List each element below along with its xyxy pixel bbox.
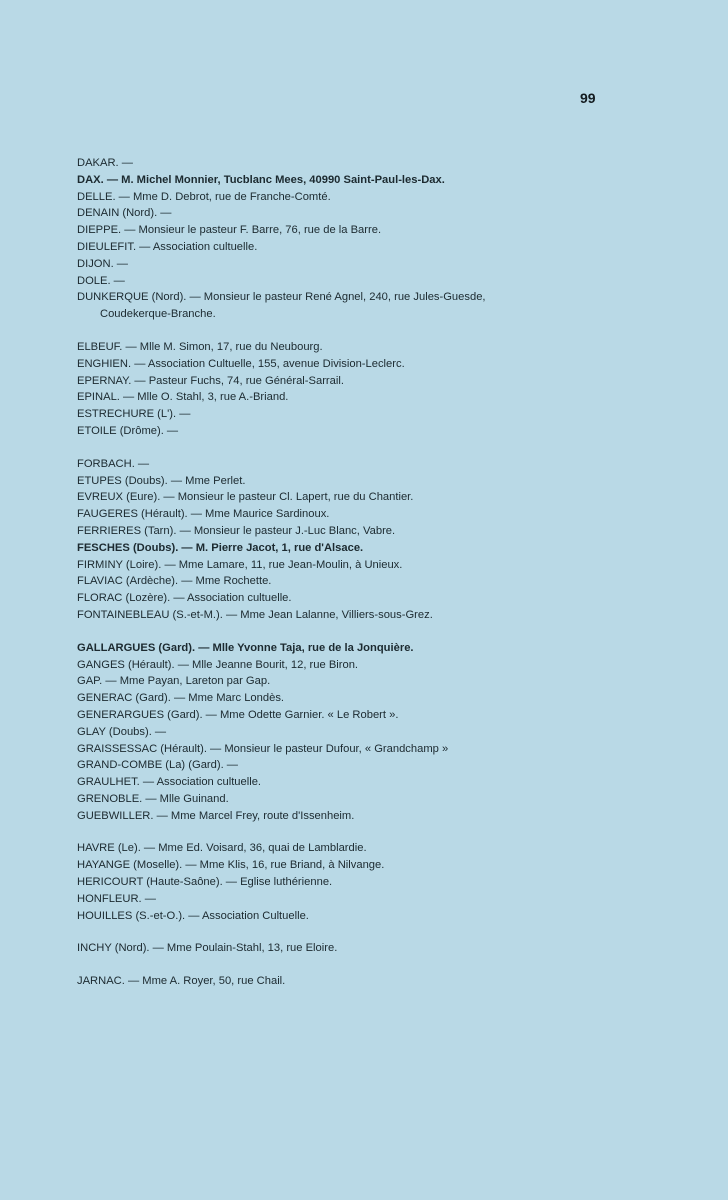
list-item: ELBEUF. — Mlle M. Simon, 17, rue du Neubourg. xyxy=(77,340,323,353)
list-item: DUNKERQUE (Nord). — Monsieur le pasteur René Agnel, 240, rue Jules-Guesde, xyxy=(77,291,486,304)
list-item: DAKAR. — xyxy=(77,157,133,169)
list-item: GRAISSESSAC (Hérault). — Monsieur le pasteur Dufour, « Grandchamp » xyxy=(77,742,449,755)
list-item: GRAULHET. — Association cultuelle. xyxy=(77,776,262,789)
list-item: HOUILLES (S.-et-O.). — Association Cultuelle. xyxy=(77,909,309,922)
list-item: FONTAINEBLEAU (S.-et-M.). — Mme Jean Lalanne, Villiers-sous-Grez. xyxy=(77,608,433,621)
list-item: GUEBWILLER. — Mme Marcel Frey, route d'Issenheim. xyxy=(77,809,355,822)
list-item: DAX. — M. Michel Monnier, Tucblanc Mees, 40990 Saint-Paul-les-Dax. xyxy=(77,173,445,186)
page-number: 99 xyxy=(580,90,596,106)
list-item: GAP. — Mme Payan, Lareton par Gap. xyxy=(77,675,271,688)
list-item: HAVRE (Le). — Mme Ed. Voisard, 36, quai de Lamblardie. xyxy=(77,842,367,855)
list-item: FESCHES (Doubs). — M. Pierre Jacot, 1, rue d'Alsace. xyxy=(77,541,364,554)
section-gap xyxy=(77,824,707,840)
list-item: HONFLEUR. — xyxy=(77,892,156,905)
section-gap xyxy=(77,323,707,339)
list-item: DENAIN (Nord). — xyxy=(77,207,172,220)
list-item: JARNAC. — Mme A. Royer, 50, rue Chail. xyxy=(77,975,286,988)
list-item: EVREUX (Eure). — Monsieur le pasteur Cl. Lapert, rue du Chantier. xyxy=(77,491,414,504)
list-item: GRAND-COMBE (La) (Gard). — xyxy=(77,759,238,772)
list-item: DIEPPE. — Monsieur le pasteur F. Barre, 76, rue de la Barre. xyxy=(77,224,382,237)
list-item: FAUGERES (Hérault). — Mme Maurice Sardinoux. xyxy=(77,508,330,521)
list-item: ESTRECHURE (L'). — xyxy=(77,408,191,421)
list-item: EPERNAY. — Pasteur Fuchs, 74, rue Général-Sarrail. xyxy=(77,374,344,387)
list-item: HERICOURT (Haute-Saône). — Eglise luthérienne. xyxy=(77,876,333,889)
section-gap xyxy=(77,957,707,973)
list-item: FLORAC (Lozère). — Association cultuelle. xyxy=(77,592,292,605)
directory-list xyxy=(77,155,707,990)
list-item: GANGES (Hérault). — Mlle Jeanne Bourit, 12, rue Biron. xyxy=(77,658,359,671)
list-item: FLAVIAC (Ardèche). — Mme Rochette. xyxy=(77,575,272,588)
list-item: GLAY (Doubs). — xyxy=(77,725,167,738)
list-item: EPINAL. — Mlle O. Stahl, 3, rue A.-Briand. xyxy=(77,391,289,404)
list-item: ETOILE (Drôme). — xyxy=(77,424,179,437)
list-item: DOLE. — xyxy=(77,274,125,287)
list-item: GALLARGUES (Gard). — Mlle Yvonne Taja, rue de la Jonquière. xyxy=(77,641,414,654)
list-item: FORBACH. — xyxy=(77,457,150,470)
list-item-continuation: Coudekerque-Branche. xyxy=(100,308,216,321)
list-item: FERRIERES (Tarn). — Monsieur le pasteur J.-Luc Blanc, Vabre. xyxy=(77,524,396,537)
list-item: INCHY (Nord). — Mme Poulain-Stahl, 13, rue Eloire. xyxy=(77,942,338,955)
list-item: GENERAC (Gard). — Mme Marc Londès. xyxy=(77,692,285,705)
list-item: ETUPES (Doubs). — Mme Perlet. xyxy=(77,474,246,487)
section-gap xyxy=(77,440,707,456)
section-gap xyxy=(77,624,707,640)
list-item: DIJON. — xyxy=(77,257,128,270)
list-item: GENERARGUES (Gard). — Mme Odette Garnier. « Le Robert ». xyxy=(77,708,399,721)
list-item: GRENOBLE. — Mlle Guinand. xyxy=(77,792,229,805)
list-item: DELLE. — Mme D. Debrot, rue de Franche-Comté. xyxy=(77,190,331,203)
section-gap xyxy=(77,924,707,940)
list-item: DIEULEFIT. — Association cultuelle. xyxy=(77,240,258,253)
list-item: HAYANGE (Moselle). — Mme Klis, 16, rue Briand, à Nilvange. xyxy=(77,859,385,872)
list-item: ENGHIEN. — Association Cultuelle, 155, avenue Division-Leclerc. xyxy=(77,357,405,370)
list-item: FIRMINY (Loire). — Mme Lamare, 11, rue Jean-Moulin, à Unieux. xyxy=(77,558,403,571)
